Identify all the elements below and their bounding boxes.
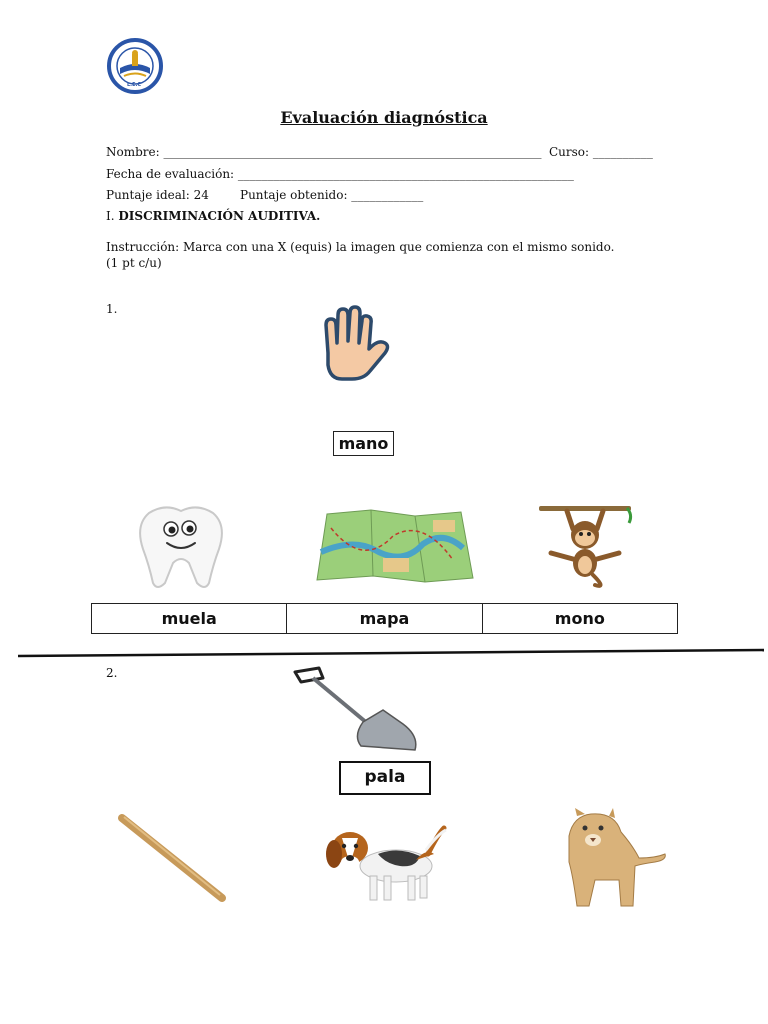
stick-icon[interactable] — [116, 812, 228, 904]
logo-initials: L.E.C — [127, 82, 142, 88]
nombre-field[interactable]: Nombre: _______________________________________________________________ — [106, 145, 542, 159]
section-roman: I. — [106, 209, 115, 223]
option-word-mono[interactable]: mono — [482, 604, 677, 634]
item-number: 2. — [106, 666, 118, 680]
dog-icon[interactable] — [316, 824, 452, 904]
points-text: (1 pt c/u) — [106, 256, 162, 270]
item-number: 1. — [106, 302, 118, 316]
puntaje-obtenido-field[interactable]: Puntaje obtenido: ____________ — [240, 188, 424, 202]
section-divider — [18, 644, 764, 656]
tooth-icon[interactable] — [135, 503, 227, 591]
map-icon[interactable] — [313, 508, 477, 583]
target-word-box: pala — [339, 761, 431, 795]
fecha-field[interactable]: Fecha de evaluación: ________________________________________________________ — [106, 167, 574, 181]
school-logo — [106, 38, 164, 94]
target-word-box: mano — [333, 431, 394, 456]
shovel-icon — [283, 664, 435, 756]
options-table — [91, 603, 678, 634]
curso-field[interactable]: Curso: __________ — [549, 145, 653, 159]
option-word-mapa[interactable]: mapa — [287, 604, 482, 634]
option-word-muela[interactable]: muela — [92, 604, 287, 634]
section-title: DISCRIMINACIÓN AUDITIVA. — [118, 209, 321, 223]
puma-icon[interactable] — [555, 806, 669, 910]
puntaje-ideal: Puntaje ideal: 24 — [106, 188, 209, 202]
hand-icon — [298, 303, 410, 383]
monkey-icon[interactable] — [537, 503, 637, 589]
page-title: Evaluación diagnóstica — [280, 108, 488, 127]
instruction-text: Instrucción: Marca con una X (equis) la imagen que comienza con el mismo sonido. — [106, 240, 615, 254]
section-heading — [106, 208, 320, 224]
